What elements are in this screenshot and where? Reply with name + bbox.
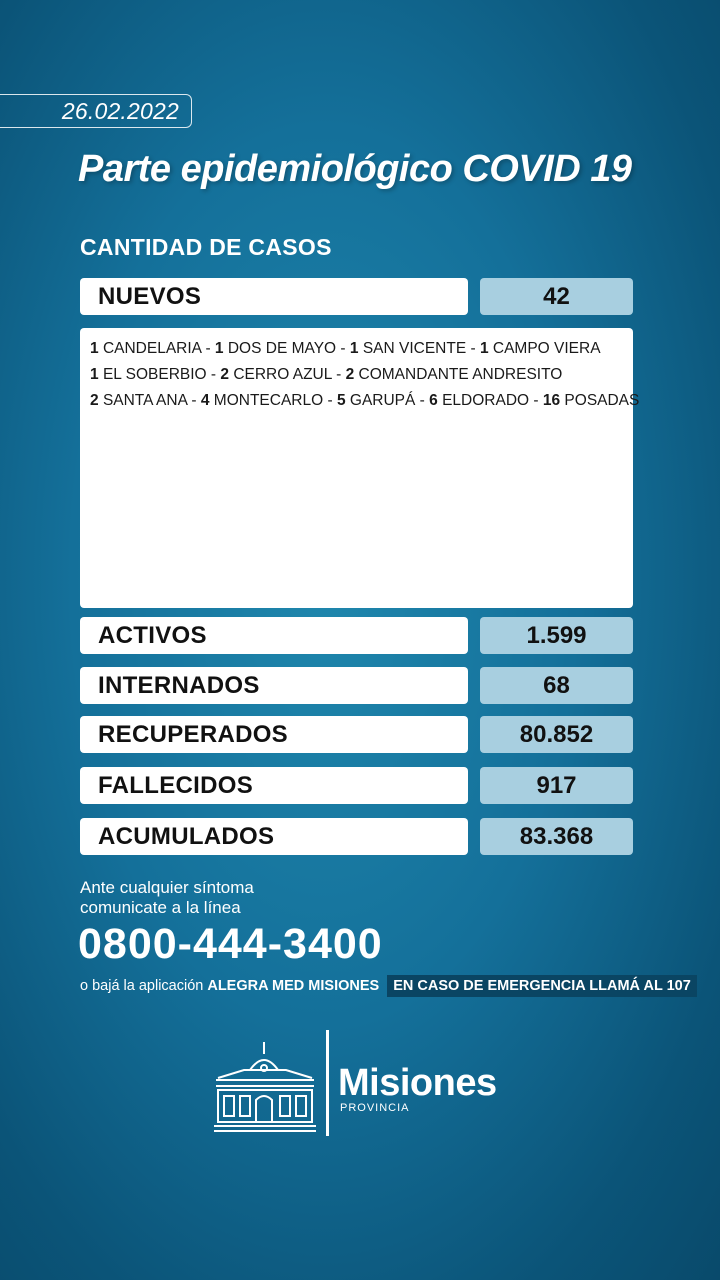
city-name: SAN VICENTE	[362, 340, 467, 357]
city-name: CAMPO VIERA	[492, 340, 601, 357]
emergency-notice: EN CASO DE EMERGENCIA LLAMÁ AL 107	[387, 975, 697, 997]
city-count: 1	[479, 340, 489, 357]
city-name: GARUPÁ	[349, 392, 416, 409]
city-name: ELDORADO	[442, 392, 530, 409]
cities-line	[90, 366, 623, 392]
acumulados-label: ACUMULADOS	[80, 818, 468, 855]
separator: -	[323, 392, 337, 409]
row-internados	[80, 667, 633, 704]
city-name: MONTECARLO	[213, 392, 324, 409]
nuevos-value: 42	[480, 278, 633, 315]
activos-label: ACTIVOS	[80, 617, 468, 654]
fallecidos-value: 917	[480, 767, 633, 804]
nuevos-label: NUEVOS	[80, 278, 468, 315]
row-fallecidos	[80, 767, 633, 804]
separator: -	[466, 340, 480, 357]
logo-subtitle: PROVINCIA	[340, 1102, 410, 1114]
separator: -	[415, 392, 430, 409]
city-count: 6	[429, 392, 438, 409]
row-recuperados	[80, 716, 633, 753]
recuperados-label: RECUPERADOS	[80, 716, 468, 753]
logo-name: Misiones	[338, 1062, 497, 1104]
city-count: 1	[90, 366, 99, 383]
app-name: ALEGRA MED MISIONES	[207, 978, 380, 994]
city-name: COMANDANTE ANDRESITO	[358, 366, 563, 383]
contact-line-1: Ante cualquier síntoma	[80, 878, 254, 897]
row-nuevos	[80, 278, 633, 315]
fallecidos-label: FALLECIDOS	[80, 767, 468, 804]
cities-line	[90, 392, 640, 418]
city-count: 5	[336, 392, 346, 409]
city-count: 1	[349, 340, 359, 357]
separator: -	[201, 340, 215, 357]
misiones-logo	[212, 1030, 512, 1138]
city-count: 16	[542, 392, 561, 409]
date-badge	[0, 94, 192, 128]
app-prefix: o bajá la aplicación	[80, 978, 204, 994]
page-title: Parte epidemiológico COVID 19	[78, 148, 632, 190]
city-count: 1	[214, 340, 224, 357]
city-name: POSADAS	[564, 392, 640, 409]
contact-text	[80, 878, 254, 918]
date-text: 26.02.2022	[61, 97, 179, 124]
row-acumulados	[80, 818, 633, 855]
separator: -	[529, 392, 543, 409]
contact-line-2: comunicate a la línea	[80, 898, 241, 917]
acumulados-value: 83.368	[480, 818, 633, 855]
city-count: 2	[220, 366, 229, 383]
section-label: CANTIDAD DE CASOS	[80, 234, 332, 260]
phone-number: 0800-444-3400	[78, 920, 383, 968]
city-name: CANDELARIA	[102, 340, 202, 357]
city-name: DOS DE MAYO	[227, 340, 337, 357]
city-name: EL SOBERBIO	[102, 366, 207, 383]
internados-label: INTERNADOS	[80, 667, 468, 704]
logo-divider	[326, 1030, 329, 1136]
app-line	[80, 975, 697, 997]
cities-breakdown	[80, 328, 640, 608]
separator: -	[187, 392, 201, 409]
activos-value: 1.599	[480, 617, 633, 654]
city-count: 1	[90, 340, 99, 357]
city-count: 2	[90, 392, 99, 409]
separator: -	[331, 366, 346, 383]
city-count: 4	[200, 392, 210, 409]
city-count: 2	[345, 366, 355, 383]
cities-line	[90, 340, 623, 366]
city-name: CERRO AZUL	[233, 366, 332, 383]
separator: -	[206, 366, 221, 383]
row-activos	[80, 617, 633, 654]
government-building-icon	[212, 1040, 318, 1134]
recuperados-value: 80.852	[480, 716, 633, 753]
internados-value: 68	[480, 667, 633, 704]
city-name: SANTA ANA	[102, 392, 188, 409]
separator: -	[336, 340, 350, 357]
